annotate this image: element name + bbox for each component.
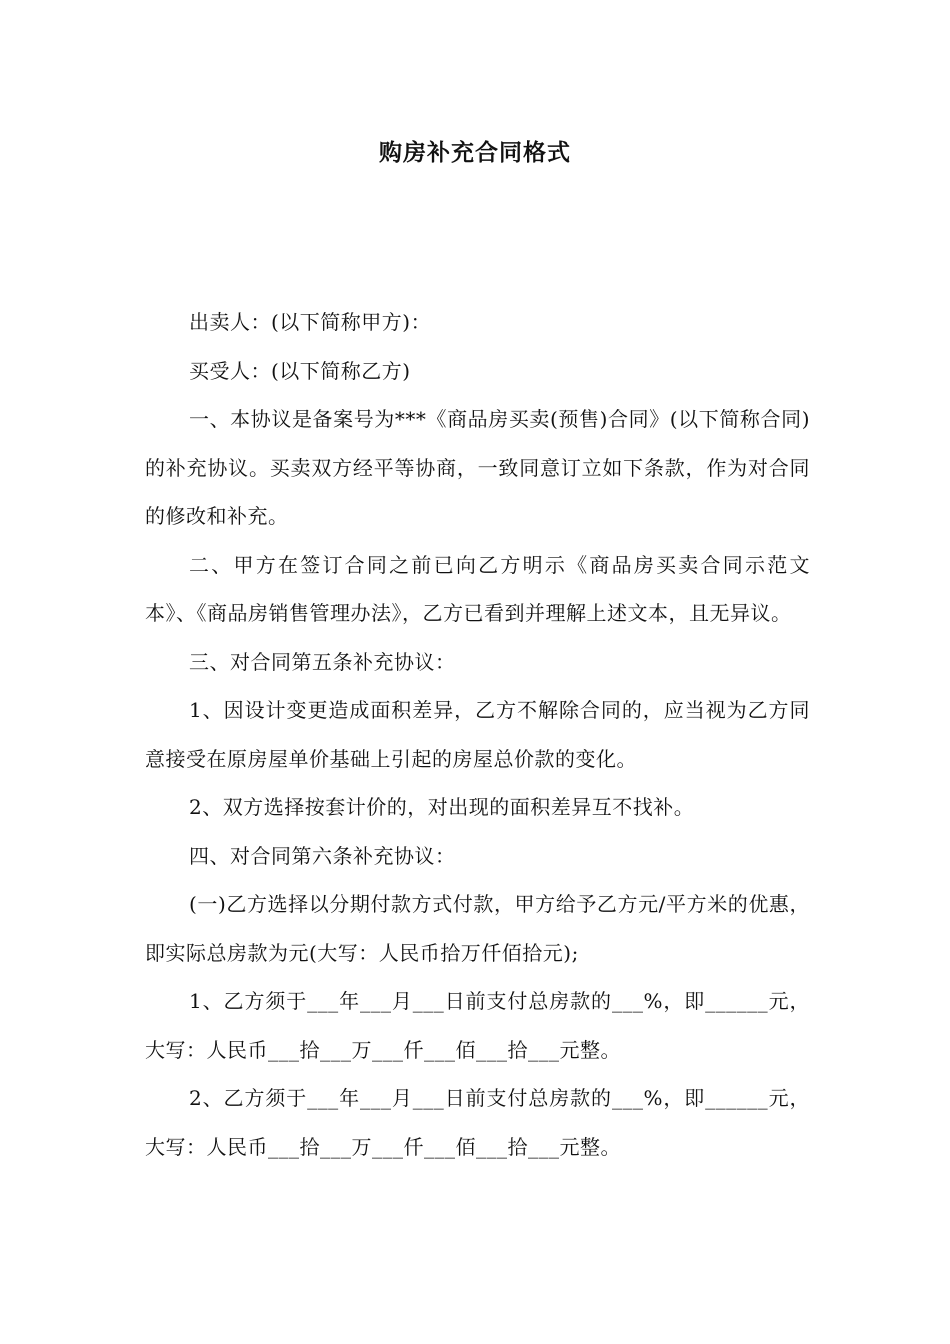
paragraph-payment-2: 2、乙方须于___年___月___日前支付总房款的___%，即______元，大写：人民币___拾___万___仟___佰___拾___元整。: [145, 1086, 810, 1159]
paragraph-clause-2: 二、甲方在签订合同之前已向乙方明示《商品房买卖合同示范文本》、《商品房销售管理办法》，乙方已看到并理解上述文本，且无异议。: [145, 552, 810, 625]
paragraph-clause-4-sub-1: (一)乙方选择以分期付款方式付款，甲方给予乙方元/平方米的优惠，即实际总房款为元(大写：人民币拾万仟佰拾元);: [145, 892, 810, 965]
document-title: 购房补充合同格式: [379, 140, 571, 166]
paragraph-seller: 出卖人：(以下简称甲方)：: [189, 310, 432, 334]
paragraph-clause-3-heading: 三、对合同第五条补充协议：: [189, 649, 456, 674]
paragraph-payment-1: 1、乙方须于___年___月___日前支付总房款的___%，即______元，大写：人民币___拾___万___仟___佰___拾___元整。: [145, 989, 810, 1062]
paragraph-clause-4-heading: 四、对合同第六条补充协议：: [189, 843, 456, 868]
paragraph-buyer: 买受人：(以下简称乙方): [189, 358, 411, 383]
paragraph-clause-1: 一、本协议是备案号为***《商品房买卖(预售)合同》(以下简称合同)的补充协议。买卖双方经平等协商，一致同意订立如下条款，作为对合同的修改和补充。: [145, 407, 810, 528]
document-body: [145, 298, 810, 1171]
paragraph-clause-3-item-2: 2、双方选择按套计价的，对出现的面积差异互不找补。: [189, 795, 695, 819]
paragraph-clause-3-item-1: 1、因设计变更造成面积差异，乙方不解除合同的，应当视为乙方同意接受在原房屋单价基础上引起的房屋总价款的变化。: [145, 698, 810, 771]
